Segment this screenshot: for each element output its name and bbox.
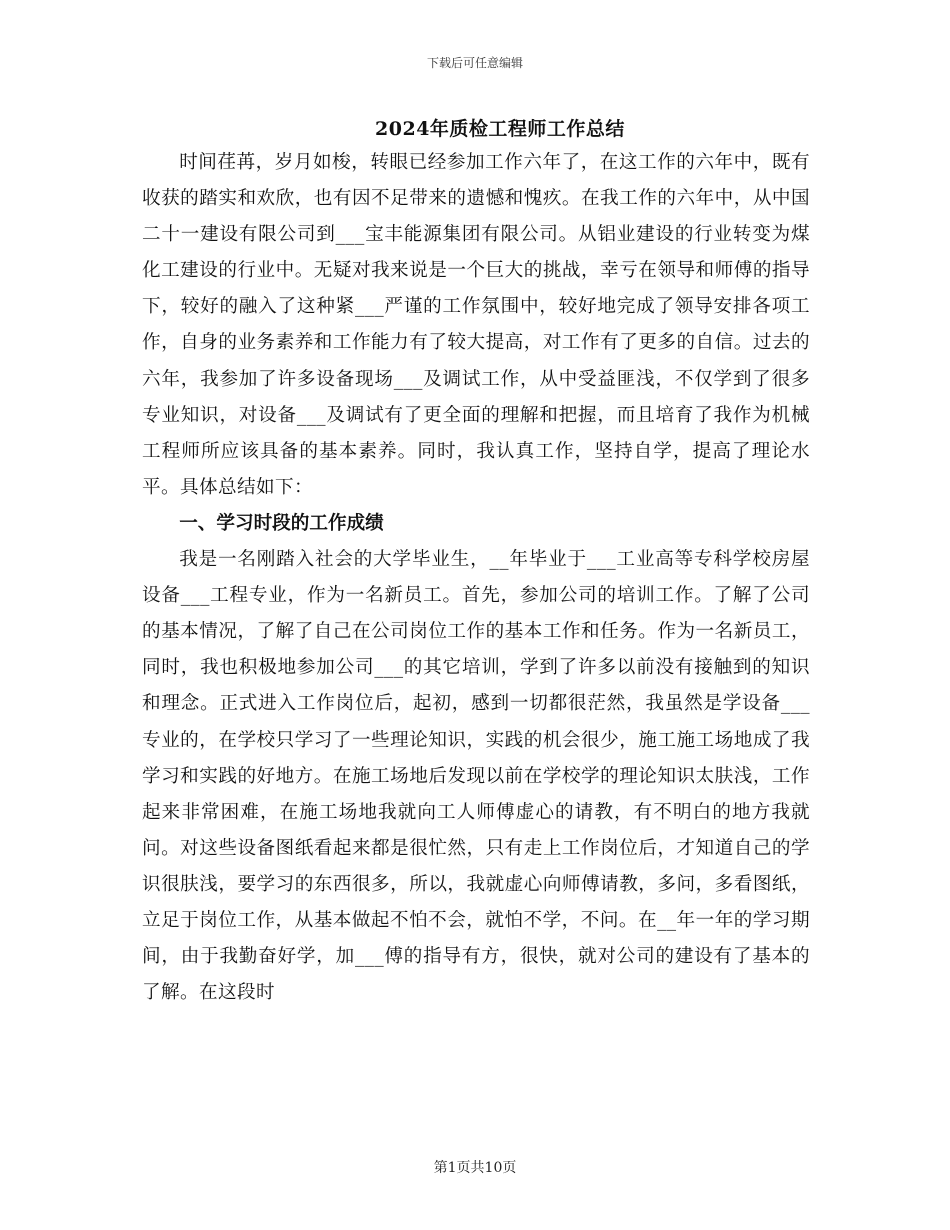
page-number: 第1页共10页 bbox=[433, 1160, 517, 1176]
intro-paragraph: 时间荏苒，岁月如梭，转眼已经参加工作六年了，在这工作的六年中，既有收获的踏实和欢欣，也有因不足带来的遗憾和愧疚。在我工作的六年中，从中国二十一建设有限公司到___宝丰能源集团有限公司。从铝业建设的行业转变为煤化工建设的行业中。无疑对我来说是一个巨大的挑战，幸亏在领导和师傅的指导下，较好的融入了这种紧___严谨的工作氛围中，较好地完成了领导安排各项工作，自身的业务素养和工作能力有了较大提高，对工作有了更多的自信。过去的六年，我参加了许多设备现场___及调试工作，从中受益匪浅，不仅学到了很多专业知识，对设备___及调试有了更全面的理解和把握，而且培育了我作为机械工程师所应该具备的基本素养。同时，我认真工作，坚持自学，提高了理论水平。具体总结如下： bbox=[142, 152, 810, 498]
document-title: 2024年质检工程师工作总结 bbox=[375, 118, 625, 140]
section-paragraph: 我是一名刚踏入社会的大学毕业生，__年毕业于___工业高等专科学校房屋设备___工程专业，作为一名新员工。首先，参加公司的培训工作。了解了公司的基本情况，了解了自己在公司岗位工作的基本工作和任务。作为一名新员工，同时，我也积极地参加公司___的其它培训，学到了许多以前没有接触到的知识和理念。正式进入工作岗位后，起初，感到一切都很茫然，我虽然是学设备___专业的，在学校只学习了一些理论知识，实践的机会很少，施工施工场地成了我学习和实践的好地方。在施工场地后发现以前在学校学的理论知识太肤浅，工作起来非常困难，在施工场地我就向工人师傅虚心的请教，有不明白的地方我就问。对这些设备图纸看起来都是很忙然，只有走上工作岗位后，才知道自己的学识很肤浅，要学习的东西很多，所以，我就虚心向师傅请教，多问，多看图纸，立足于岗位工作，从基本做起不怕不会，就怕不学，不问。在__年一年的学习期间，由于我勤奋好学，加___傅的指导有方，很快，就对公司的建设有了基本的了解。在这段时 bbox=[142, 549, 810, 1004]
document-body bbox=[142, 145, 810, 1011]
section-heading: 一、学习时段的工作成绩 bbox=[179, 512, 384, 534]
header-note: 下载后可任意编辑 bbox=[426, 56, 523, 70]
